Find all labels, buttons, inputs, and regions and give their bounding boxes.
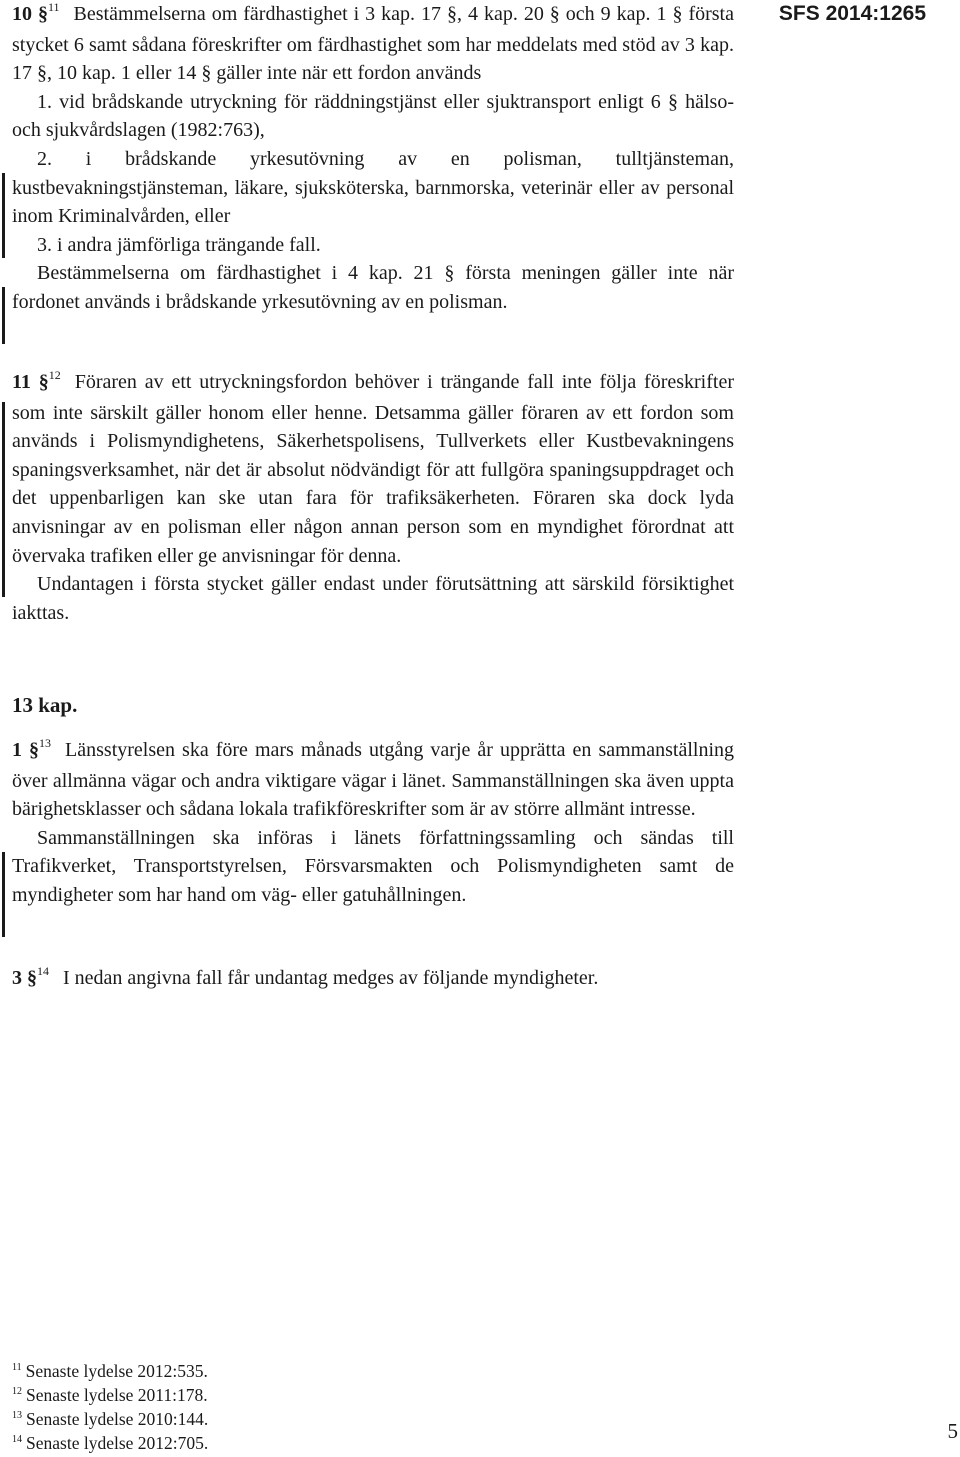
section-1-para1 — [12, 736, 734, 824]
section-11 — [12, 368, 734, 627]
section-text: Länsstyrelsen ska före mars månads utgång varje år upprätta en sammanställning över allmänna vägar och andra viktigare vägar i länet. Sammanställningen ska även uppta bärighetsklasser och sådana lokala trafikföreskrifter som är av större allmänt intresse. — [12, 739, 734, 821]
list-item: 3. i andra jämförliga trängande fall. — [37, 233, 321, 256]
section-number: 11 § — [12, 371, 49, 393]
list-item: 2. i brådskande yrkesutövning av en polisman, tulltjänsteman, kustbevakningstjänsteman, läkare, sjuksköterska, barnmorska, veterinär eller av personal inom Kriminalvården, eller — [12, 147, 734, 228]
page-number: 5 — [947, 1419, 958, 1443]
section-1 — [12, 736, 734, 910]
footnotes — [12, 1361, 208, 1457]
section-10 — [12, 0, 734, 317]
section-11-para2: Undantagen i första stycket gäller endast under förutsättning att särskild försiktighet iakttas. — [12, 573, 734, 624]
footnote: $^{13}$ Senaste lydelse 2010:144. — [12, 1409, 209, 1429]
section-text: Bestämmelserna om färdhastighet i 3 kap. 17 §, 4 kap. 20 § och 9 kap. 1 § första stycket 6 samt sådana föreskrifter om färdhastighet som har meddelats med stöd av 3 kap. 17 §, 10 kap. 1 eller 14 § gäller inte när ett fordon används — [12, 3, 734, 85]
footnote: $^{14}$ Senaste lydelse 2012:705. — [12, 1433, 209, 1453]
sfs-number: SFS 2014:1265 — [778, 2, 926, 25]
change-bar — [2, 852, 5, 937]
section-number: 10 § — [12, 3, 48, 25]
change-bar — [2, 173, 5, 258]
section-text: I nedan angivna fall får undantag medges av följande myndigheter. — [63, 967, 599, 989]
section-text: Föraren av ett utryckningsfordon behöver i trängande fall inte följa föreskrifter som inte särskilt gäller honom eller henne. Detsamma gäller föraren av ett fordon som används i Polismyndighetens, Säkerhetspolisens, Tullverkets eller Kustbevakningens spaningsverksamhet, när det är absolut nödvändigt för att fullgöra spaningsuppdraget och det uppenbarligen kan ske utan fara för trafiksäkerheten. Föraren ska dock lyda anvisningar av en polisman eller någon annan person som en myndighet förordnat att övervaka trafiken eller ge anvisningar för denna. — [12, 371, 734, 567]
section-number: 1 § — [12, 739, 40, 761]
footnote: $^{12}$ Senaste lydelse 2011:178. — [12, 1385, 208, 1405]
section-3 — [12, 964, 734, 995]
section-10-para1 — [12, 0, 734, 88]
section-3-para1 — [12, 964, 734, 995]
change-bar — [2, 287, 5, 344]
footnote: $^{11}$ Senaste lydelse 2012:535. — [12, 1361, 208, 1381]
footnote-ref: 14 — [37, 964, 49, 978]
change-bar — [2, 402, 5, 597]
chapter-title: 13 kap. — [12, 693, 78, 717]
footnote-ref: 12 — [48, 368, 61, 382]
footnote-ref: 13 — [39, 736, 52, 750]
section-11-para1 — [12, 368, 734, 570]
section-1-para2: Sammanställningen ska införas i länets författningssamling och sändas till Trafikverket, Transportstyrelsen, Försvarsmakten och Polismyndigheten samt de myndigheter som har hand om väg- eller gatuhållningen. — [12, 826, 734, 906]
footnote-ref: 11 — [47, 0, 60, 14]
list-item: 1. vid brådskande utryckning för räddningstjänst eller sjuktransport enligt 6 § hälso- och sjukvårdslagen (1982:763), — [12, 90, 734, 142]
section-10-para2: Bestämmelserna om färdhastighet i 4 kap. 21 § första meningen gäller inte när fordonet används i brådskande yrkesutövning av en polisman. — [12, 262, 734, 313]
section-number: 3 § — [12, 967, 37, 989]
